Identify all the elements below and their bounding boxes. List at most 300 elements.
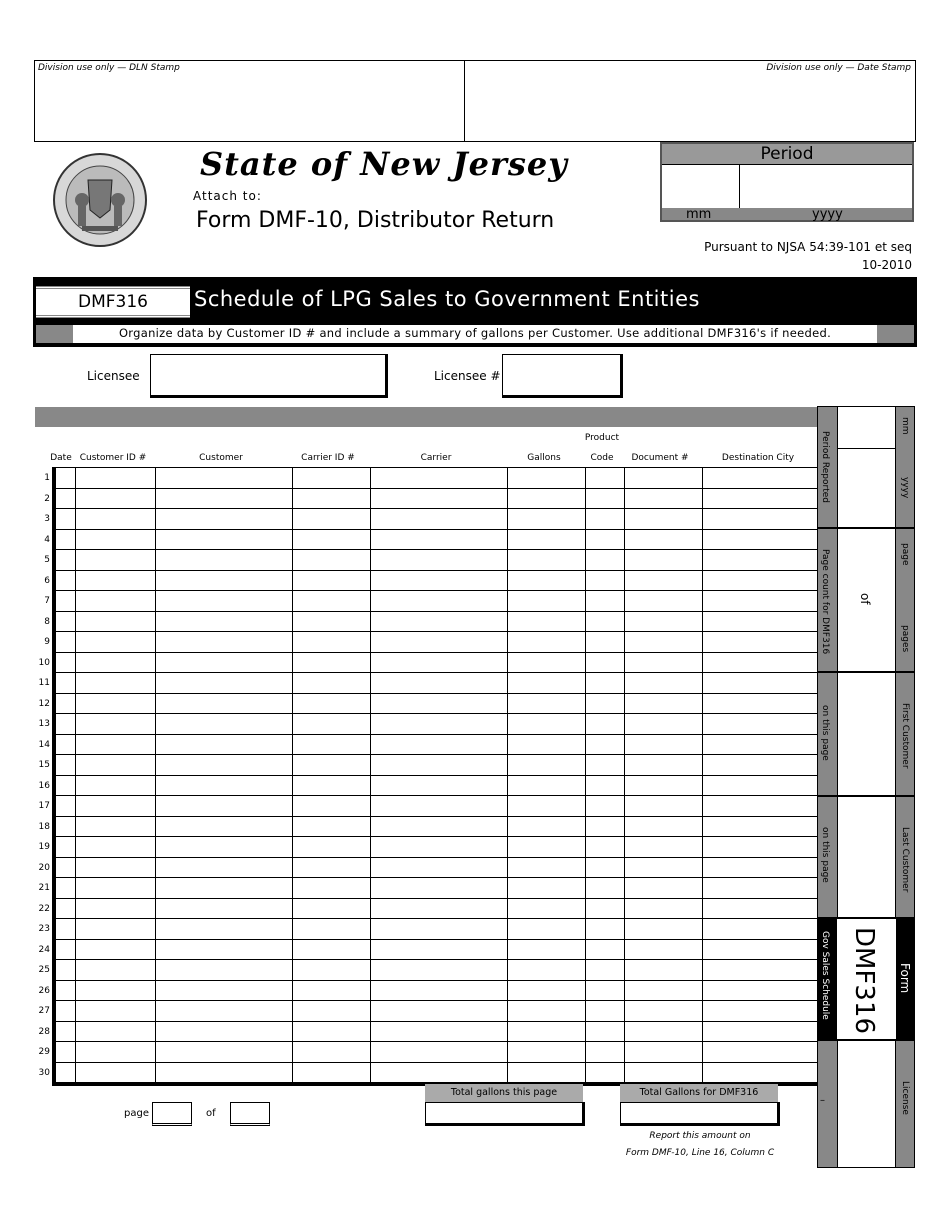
col-customer: Customer xyxy=(199,453,243,463)
table-cell[interactable] xyxy=(156,550,293,571)
table-cell[interactable] xyxy=(156,468,293,489)
sidebar-yyyy-field[interactable] xyxy=(837,449,896,527)
table-cell[interactable] xyxy=(586,837,625,858)
table-cell[interactable] xyxy=(625,878,703,899)
table-cell[interactable] xyxy=(371,1001,508,1022)
table-cell[interactable] xyxy=(76,837,156,858)
table-cell[interactable] xyxy=(508,1021,586,1042)
sidebar-last-customer-label: Last Customer xyxy=(900,827,910,893)
table-cell[interactable] xyxy=(56,591,76,612)
table-cell[interactable] xyxy=(156,632,293,653)
table-cell[interactable] xyxy=(703,755,818,776)
table-cell[interactable] xyxy=(76,1042,156,1063)
table-cell[interactable] xyxy=(586,468,625,489)
col-date: Date xyxy=(50,453,72,463)
table-cell[interactable] xyxy=(156,878,293,899)
table-cell[interactable] xyxy=(293,714,371,735)
table-cell[interactable] xyxy=(703,796,818,817)
table-cell[interactable] xyxy=(586,919,625,940)
table-cell[interactable] xyxy=(508,878,586,899)
table-cell[interactable] xyxy=(625,550,703,571)
table-cell[interactable] xyxy=(508,632,586,653)
table-cell[interactable] xyxy=(156,570,293,591)
table-cell[interactable] xyxy=(156,673,293,694)
table-cell[interactable] xyxy=(76,960,156,981)
table-cell[interactable] xyxy=(293,1001,371,1022)
table-cell[interactable] xyxy=(371,550,508,571)
report-line-1: Report this amount on xyxy=(649,1131,751,1141)
table-cell[interactable] xyxy=(508,468,586,489)
table-cell[interactable] xyxy=(586,529,625,550)
table-cell[interactable] xyxy=(156,611,293,632)
table-cell[interactable] xyxy=(586,878,625,899)
table-cell[interactable] xyxy=(56,1042,76,1063)
table-cell[interactable] xyxy=(625,591,703,612)
table-cell[interactable] xyxy=(586,509,625,530)
table-cell[interactable] xyxy=(703,488,818,509)
total-pages-field[interactable] xyxy=(230,1102,270,1126)
table-cell[interactable] xyxy=(293,673,371,694)
table-cell[interactable] xyxy=(508,693,586,714)
table-cell[interactable] xyxy=(625,837,703,858)
table-cell[interactable] xyxy=(156,693,293,714)
table-cell[interactable] xyxy=(156,509,293,530)
table-cell[interactable] xyxy=(586,570,625,591)
table-cell[interactable] xyxy=(56,960,76,981)
table-cell[interactable] xyxy=(703,529,818,550)
table-cell[interactable] xyxy=(56,550,76,571)
table-cell[interactable] xyxy=(625,673,703,694)
table-cell[interactable] xyxy=(625,611,703,632)
sidebar-license-field[interactable] xyxy=(837,1041,896,1167)
table-cell[interactable] xyxy=(56,632,76,653)
table-cell[interactable] xyxy=(156,837,293,858)
table-cell[interactable] xyxy=(508,570,586,591)
table-cell[interactable] xyxy=(625,919,703,940)
table-cell[interactable] xyxy=(76,714,156,735)
table-cell[interactable] xyxy=(703,1042,818,1063)
table-cell[interactable] xyxy=(156,980,293,1001)
table-cell[interactable] xyxy=(371,734,508,755)
table-cell[interactable] xyxy=(56,755,76,776)
table-cell[interactable] xyxy=(76,652,156,673)
table-cell[interactable] xyxy=(586,693,625,714)
sidebar-form-code: DMF316 xyxy=(849,927,879,1035)
table-cell[interactable] xyxy=(76,1021,156,1042)
table-cell[interactable] xyxy=(508,591,586,612)
table-cell[interactable] xyxy=(508,1062,586,1083)
table-cell[interactable] xyxy=(56,939,76,960)
sidebar-license-section xyxy=(818,1041,914,1167)
table-cell[interactable] xyxy=(156,714,293,735)
table-cell[interactable] xyxy=(371,652,508,673)
table-cell[interactable] xyxy=(371,816,508,837)
table-cell[interactable] xyxy=(156,1042,293,1063)
page-number-field[interactable] xyxy=(152,1102,192,1126)
table-row xyxy=(56,1021,818,1042)
table-cell[interactable] xyxy=(293,468,371,489)
table-cell[interactable] xyxy=(56,468,76,489)
table-cell[interactable] xyxy=(56,488,76,509)
table-cell[interactable] xyxy=(76,591,156,612)
table-cell[interactable] xyxy=(293,652,371,673)
table-row xyxy=(56,960,818,981)
table-cell[interactable] xyxy=(625,898,703,919)
table-cell[interactable] xyxy=(56,1021,76,1042)
table-cell[interactable] xyxy=(703,816,818,837)
table-cell[interactable] xyxy=(293,1042,371,1063)
table-cell[interactable] xyxy=(508,714,586,735)
table-cell[interactable] xyxy=(56,734,76,755)
table-cell[interactable] xyxy=(56,898,76,919)
table-cell[interactable] xyxy=(508,796,586,817)
table-cell[interactable] xyxy=(703,550,818,571)
table-cell[interactable] xyxy=(703,980,818,1001)
table-cell[interactable] xyxy=(508,980,586,1001)
table-cell[interactable] xyxy=(703,857,818,878)
table-cell[interactable] xyxy=(56,693,76,714)
table-cell[interactable] xyxy=(508,1001,586,1022)
table-cell[interactable] xyxy=(293,919,371,940)
table-cell[interactable] xyxy=(371,857,508,878)
table-row xyxy=(56,1001,818,1022)
table-cell[interactable] xyxy=(625,816,703,837)
table-cell[interactable] xyxy=(76,1062,156,1083)
table-cell[interactable] xyxy=(293,611,371,632)
table-cell[interactable] xyxy=(76,550,156,571)
table-cell[interactable] xyxy=(703,734,818,755)
table-cell[interactable] xyxy=(371,529,508,550)
table-cell[interactable] xyxy=(156,1001,293,1022)
table-cell[interactable] xyxy=(56,673,76,694)
table-cell[interactable] xyxy=(293,1062,371,1083)
table-cell[interactable] xyxy=(293,980,371,1001)
table-cell[interactable] xyxy=(156,1021,293,1042)
table-cell[interactable] xyxy=(371,673,508,694)
table-cell[interactable] xyxy=(56,857,76,878)
table-cell[interactable] xyxy=(76,816,156,837)
table-cell[interactable] xyxy=(508,673,586,694)
table-cell[interactable] xyxy=(76,673,156,694)
table-cell[interactable] xyxy=(508,775,586,796)
table-cell[interactable] xyxy=(56,509,76,530)
table-cell[interactable] xyxy=(293,755,371,776)
table-cell[interactable] xyxy=(703,1021,818,1042)
table-cell[interactable] xyxy=(625,1062,703,1083)
table-cell[interactable] xyxy=(371,509,508,530)
table-cell[interactable] xyxy=(703,898,818,919)
table-cell[interactable] xyxy=(508,898,586,919)
table-cell[interactable] xyxy=(625,509,703,530)
total-form-field[interactable] xyxy=(620,1102,780,1126)
table-cell[interactable] xyxy=(293,632,371,653)
table-cell[interactable] xyxy=(293,816,371,837)
table-cell[interactable] xyxy=(76,632,156,653)
table-cell[interactable] xyxy=(56,1062,76,1083)
table-cell[interactable] xyxy=(156,857,293,878)
licensee-name-field[interactable] xyxy=(150,354,388,398)
table-cell[interactable] xyxy=(625,693,703,714)
table-cell[interactable] xyxy=(625,960,703,981)
table-cell[interactable] xyxy=(508,488,586,509)
table-cell[interactable] xyxy=(586,1021,625,1042)
table-cell[interactable] xyxy=(76,775,156,796)
sidebar-mm-field[interactable] xyxy=(837,407,896,449)
table-cell[interactable] xyxy=(625,980,703,1001)
table-cell[interactable] xyxy=(371,960,508,981)
table-cell[interactable] xyxy=(625,775,703,796)
table-cell[interactable] xyxy=(56,796,76,817)
table-cell[interactable] xyxy=(625,734,703,755)
table-cell[interactable] xyxy=(625,857,703,878)
table-cell[interactable] xyxy=(586,591,625,612)
table-cell[interactable] xyxy=(56,1001,76,1022)
table-cell[interactable] xyxy=(625,468,703,489)
table-cell[interactable] xyxy=(586,980,625,1001)
table-cell[interactable] xyxy=(156,898,293,919)
table-cell[interactable] xyxy=(56,714,76,735)
table-cell[interactable] xyxy=(156,652,293,673)
table-cell[interactable] xyxy=(586,673,625,694)
table-cell[interactable] xyxy=(371,611,508,632)
table-cell[interactable] xyxy=(703,960,818,981)
table-cell[interactable] xyxy=(586,652,625,673)
table-cell[interactable] xyxy=(76,878,156,899)
table-cell[interactable] xyxy=(703,673,818,694)
table-cell[interactable] xyxy=(293,1021,371,1042)
table-cell[interactable] xyxy=(76,529,156,550)
table-cell[interactable] xyxy=(76,611,156,632)
table-cell[interactable] xyxy=(703,611,818,632)
table-cell[interactable] xyxy=(371,837,508,858)
pursuant-text: Pursuant to NJSA 54:39-101 et seq xyxy=(704,240,912,254)
table-cell[interactable] xyxy=(56,652,76,673)
table-cell[interactable] xyxy=(508,857,586,878)
table-cell[interactable] xyxy=(156,796,293,817)
table-cell[interactable] xyxy=(508,919,586,940)
table-cell[interactable] xyxy=(56,775,76,796)
table-cell[interactable] xyxy=(156,775,293,796)
table-cell[interactable] xyxy=(508,939,586,960)
table-cell[interactable] xyxy=(156,591,293,612)
table-cell[interactable] xyxy=(76,796,156,817)
table-cell[interactable] xyxy=(703,775,818,796)
table-cell[interactable] xyxy=(508,1042,586,1063)
table-cell[interactable] xyxy=(586,1062,625,1083)
table-cell[interactable] xyxy=(56,878,76,899)
table-cell[interactable] xyxy=(703,837,818,858)
table-cell[interactable] xyxy=(508,529,586,550)
table-cell[interactable] xyxy=(156,529,293,550)
table-cell[interactable] xyxy=(625,939,703,960)
table-cell[interactable] xyxy=(703,878,818,899)
table-cell[interactable] xyxy=(293,796,371,817)
table-cell[interactable] xyxy=(586,734,625,755)
table-cell[interactable] xyxy=(625,714,703,735)
total-page-field[interactable] xyxy=(425,1102,585,1126)
table-cell[interactable] xyxy=(371,591,508,612)
table-cell[interactable] xyxy=(156,488,293,509)
sidebar-first-customer-field[interactable] xyxy=(837,673,896,795)
table-cell[interactable] xyxy=(586,857,625,878)
table-cell[interactable] xyxy=(76,980,156,1001)
table-cell[interactable] xyxy=(371,632,508,653)
table-cell[interactable] xyxy=(703,632,818,653)
table-cell[interactable] xyxy=(156,816,293,837)
table-cell[interactable] xyxy=(703,919,818,940)
table-cell[interactable] xyxy=(371,468,508,489)
instruction-strip xyxy=(36,325,914,343)
table-cell[interactable] xyxy=(508,734,586,755)
table-cell[interactable] xyxy=(703,570,818,591)
table-cell[interactable] xyxy=(586,1001,625,1022)
table-cell[interactable] xyxy=(625,632,703,653)
period-yyyy-field[interactable] xyxy=(740,164,912,208)
row-number: 3 xyxy=(44,514,50,524)
table-cell[interactable] xyxy=(156,755,293,776)
table-cell[interactable] xyxy=(56,816,76,837)
table-cell[interactable] xyxy=(371,714,508,735)
table-cell[interactable] xyxy=(625,1042,703,1063)
table-cell[interactable] xyxy=(371,1021,508,1042)
table-cell[interactable] xyxy=(76,939,156,960)
table-cell[interactable] xyxy=(371,980,508,1001)
table-cell[interactable] xyxy=(586,960,625,981)
table-cell[interactable] xyxy=(293,878,371,899)
table-cell[interactable] xyxy=(508,550,586,571)
table-cell[interactable] xyxy=(508,960,586,981)
table-cell[interactable] xyxy=(703,509,818,530)
table-cell[interactable] xyxy=(56,919,76,940)
table-cell[interactable] xyxy=(703,591,818,612)
table-cell[interactable] xyxy=(293,837,371,858)
table-cell[interactable] xyxy=(586,550,625,571)
table-cell[interactable] xyxy=(76,468,156,489)
table-cell[interactable] xyxy=(703,468,818,489)
table-cell[interactable] xyxy=(371,775,508,796)
table-cell[interactable] xyxy=(625,755,703,776)
table-cell[interactable] xyxy=(293,693,371,714)
table-cell[interactable] xyxy=(586,775,625,796)
table-cell[interactable] xyxy=(156,734,293,755)
table-cell[interactable] xyxy=(293,488,371,509)
table-cell[interactable] xyxy=(586,632,625,653)
table-cell[interactable] xyxy=(371,919,508,940)
table-cell[interactable] xyxy=(371,1062,508,1083)
table-cell[interactable] xyxy=(293,775,371,796)
table-cell[interactable] xyxy=(56,837,76,858)
table-cell[interactable] xyxy=(371,796,508,817)
table-cell[interactable] xyxy=(586,898,625,919)
table-cell[interactable] xyxy=(508,509,586,530)
table-cell[interactable] xyxy=(586,488,625,509)
period-mm-label: mm xyxy=(686,207,712,222)
table-cell[interactable] xyxy=(625,652,703,673)
table-cell[interactable] xyxy=(371,570,508,591)
table-cell[interactable] xyxy=(703,693,818,714)
table-cell[interactable] xyxy=(586,611,625,632)
table-cell[interactable] xyxy=(156,919,293,940)
table-cell[interactable] xyxy=(76,755,156,776)
table-cell[interactable] xyxy=(371,693,508,714)
table-cell[interactable] xyxy=(703,939,818,960)
licensee-number-field[interactable] xyxy=(502,354,623,398)
table-cell[interactable] xyxy=(76,898,156,919)
table-cell[interactable] xyxy=(56,570,76,591)
table-cell[interactable] xyxy=(293,550,371,571)
table-cell[interactable] xyxy=(76,857,156,878)
table-cell[interactable] xyxy=(371,488,508,509)
table-cell[interactable] xyxy=(371,1042,508,1063)
sidebar-gov-sales: Gov Sales Schedule xyxy=(820,931,830,1020)
table-cell[interactable] xyxy=(293,857,371,878)
table-cell[interactable] xyxy=(703,1001,818,1022)
table-cell[interactable] xyxy=(293,960,371,981)
period-mm-field[interactable] xyxy=(662,164,740,208)
table-cell[interactable] xyxy=(508,755,586,776)
table-cell[interactable] xyxy=(156,939,293,960)
table-cell[interactable] xyxy=(703,714,818,735)
table-cell[interactable] xyxy=(76,1001,156,1022)
table-cell[interactable] xyxy=(625,1021,703,1042)
table-cell[interactable] xyxy=(293,898,371,919)
table-cell[interactable] xyxy=(293,591,371,612)
table-cell[interactable] xyxy=(76,488,156,509)
table-cell[interactable] xyxy=(586,939,625,960)
table-cell[interactable] xyxy=(156,960,293,981)
sidebar-first-customer-section xyxy=(818,673,914,797)
table-cell[interactable] xyxy=(76,570,156,591)
table-cell[interactable] xyxy=(56,980,76,1001)
table-cell[interactable] xyxy=(703,1062,818,1083)
table-cell[interactable] xyxy=(76,693,156,714)
table-cell[interactable] xyxy=(508,652,586,673)
table-cell[interactable] xyxy=(293,529,371,550)
table-cell[interactable] xyxy=(586,755,625,776)
table-cell[interactable] xyxy=(293,509,371,530)
table-cell[interactable] xyxy=(508,816,586,837)
table-cell[interactable] xyxy=(293,939,371,960)
table-cell[interactable] xyxy=(586,816,625,837)
table-cell[interactable] xyxy=(156,1062,293,1083)
table-cell[interactable] xyxy=(625,488,703,509)
table-cell[interactable] xyxy=(371,898,508,919)
table-cell[interactable] xyxy=(625,1001,703,1022)
table-cell[interactable] xyxy=(625,529,703,550)
table-cell[interactable] xyxy=(586,714,625,735)
table-cell[interactable] xyxy=(371,939,508,960)
sidebar-last-customer-field[interactable] xyxy=(837,797,896,917)
table-cell[interactable] xyxy=(56,611,76,632)
table-cell[interactable] xyxy=(586,1042,625,1063)
table-cell[interactable] xyxy=(703,652,818,673)
table-cell[interactable] xyxy=(56,529,76,550)
table-cell[interactable] xyxy=(293,734,371,755)
table-cell[interactable] xyxy=(293,570,371,591)
table-cell[interactable] xyxy=(625,570,703,591)
table-cell[interactable] xyxy=(625,796,703,817)
table-cell[interactable] xyxy=(371,878,508,899)
table-cell[interactable] xyxy=(508,611,586,632)
table-cell[interactable] xyxy=(371,755,508,776)
table-cell[interactable] xyxy=(76,919,156,940)
table-cell[interactable] xyxy=(76,734,156,755)
table-row xyxy=(56,980,818,1001)
table-cell[interactable] xyxy=(586,796,625,817)
table-cell[interactable] xyxy=(76,509,156,530)
row-number: 27 xyxy=(38,1006,50,1016)
table-cell[interactable] xyxy=(508,837,586,858)
